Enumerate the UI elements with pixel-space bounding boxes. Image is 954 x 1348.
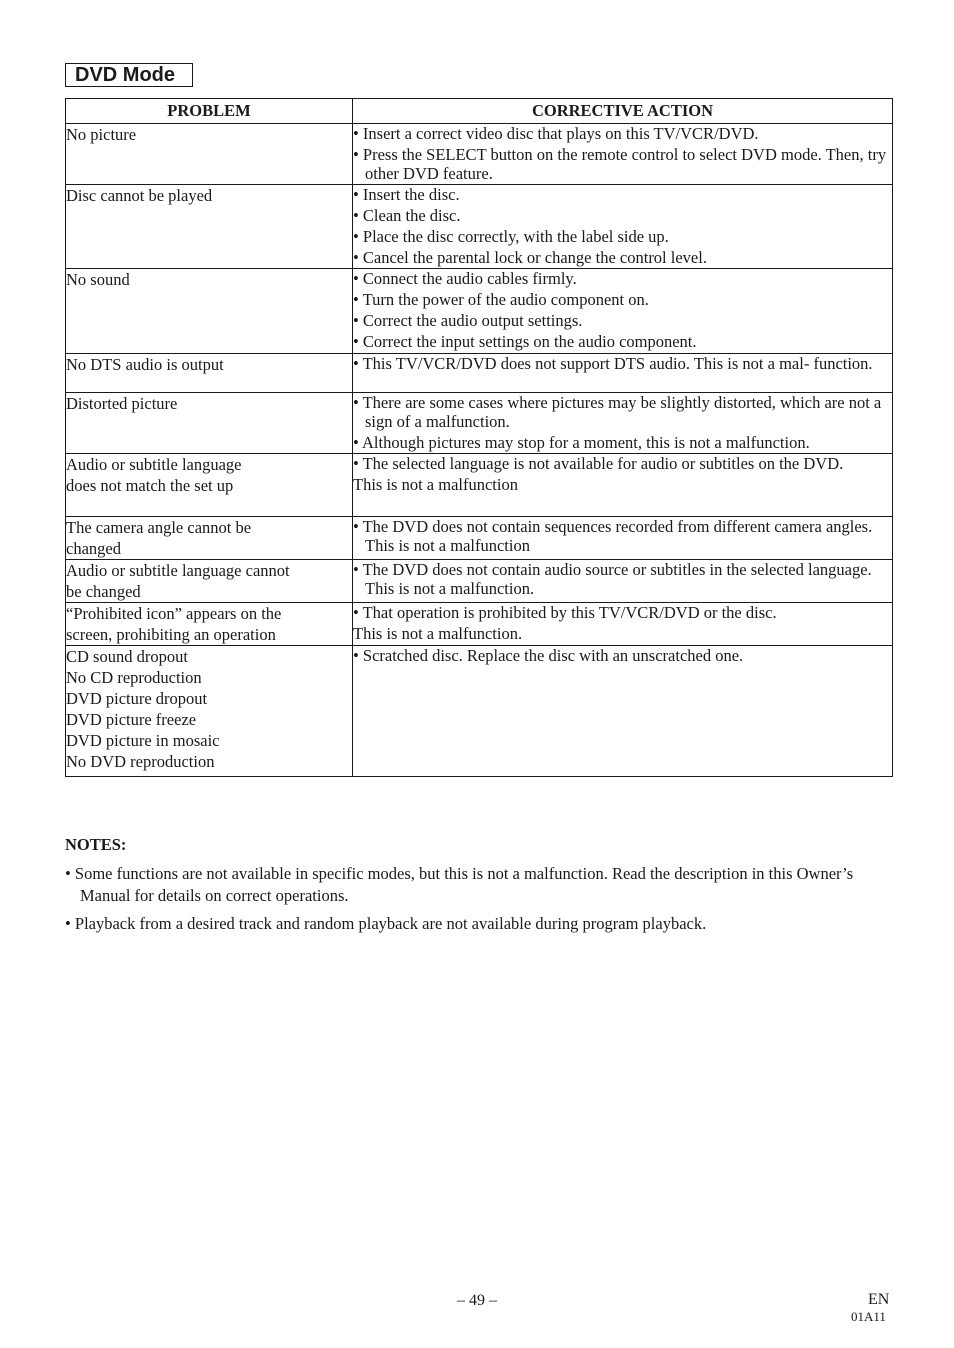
problem-cell — [66, 185, 353, 269]
action-cell — [353, 517, 893, 560]
notes-heading: NOTES: — [65, 835, 127, 854]
problem-text: The camera angle cannot be — [66, 518, 252, 537]
problem-cell — [66, 354, 353, 393]
note-item: • Some functions are not available in specific modes, but this is not a malfunction. Read the description in this Owner’s Manual for details on correct operations. — [65, 864, 854, 905]
table-row — [66, 646, 893, 777]
table-row — [66, 185, 893, 269]
table-row — [66, 354, 893, 393]
problem-cell — [66, 454, 353, 517]
action-cell — [353, 560, 893, 603]
action-text: • The DVD does not contain audio source or subtitles in the selected language. This is not a malfunction. — [353, 560, 872, 598]
problem-cell — [66, 560, 353, 603]
action-text: • Correct the input settings on the audio component. — [353, 332, 697, 351]
action-text: • Scratched disc. Replace the disc with an unscratched one. — [353, 646, 744, 665]
action-cell — [353, 603, 893, 646]
problem-text: No picture — [66, 125, 137, 144]
table-row — [66, 454, 893, 517]
document-code: 01A11 — [851, 1309, 886, 1324]
action-text: • Press the SELECT button on the remote control to select DVD mode. Then, try other DVD feature. — [353, 145, 887, 183]
table-row — [66, 603, 893, 646]
action-text: • The selected language is not available for audio or subtitles on the DVD. — [353, 454, 844, 473]
action-text: • That operation is prohibited by this TV/VCR/DVD or the disc. — [353, 603, 777, 622]
problem-cell — [66, 393, 353, 454]
problem-cell — [66, 269, 353, 354]
problem-text: DVD picture dropout — [66, 689, 208, 708]
section-title: DVD Mode — [65, 63, 193, 87]
action-text: • Although pictures may stop for a moment, this is not a malfunction. — [353, 433, 810, 452]
problem-text: Audio or subtitle language cannot — [66, 561, 290, 580]
problem-text: “Prohibited icon” appears on the — [66, 604, 282, 623]
problem-text: No DVD reproduction — [66, 752, 215, 771]
action-text: • Place the disc correctly, with the label side up. — [353, 227, 669, 246]
action-cell — [353, 646, 893, 777]
page-number: – 49 – — [457, 1292, 497, 1309]
action-text: This is not a malfunction. — [353, 624, 523, 643]
action-text: • This TV/VCR/DVD does not support DTS audio. This is not a mal- function. — [353, 354, 873, 373]
action-cell — [353, 393, 893, 454]
problem-cell — [66, 603, 353, 646]
problem-text: No sound — [66, 270, 130, 289]
header-corrective-action: CORRECTIVE ACTION — [353, 99, 893, 124]
table-row — [66, 560, 893, 603]
action-cell — [353, 185, 893, 269]
header-problem: PROBLEM — [66, 99, 353, 124]
action-cell — [353, 354, 893, 393]
note-item: • Playback from a desired track and random playback are not available during program playback. — [65, 914, 707, 933]
action-cell — [353, 124, 893, 185]
action-text: • Insert a correct video disc that plays on this TV/VCR/DVD. — [353, 124, 759, 143]
table-row — [66, 269, 893, 354]
problem-text: DVD picture freeze — [66, 710, 197, 729]
table-header-row — [66, 99, 893, 124]
problem-text: changed — [66, 539, 121, 558]
action-text: • Turn the power of the audio component on. — [353, 290, 649, 309]
action-text: • Insert the disc. — [353, 185, 460, 204]
action-text: • Cancel the parental lock or change the control level. — [353, 248, 707, 267]
language-code: EN — [868, 1291, 890, 1308]
action-text: • Connect the audio cables firmly. — [353, 269, 577, 288]
problem-text: Audio or subtitle language — [66, 455, 242, 474]
action-text: • Correct the audio output settings. — [353, 311, 583, 330]
problem-text: Disc cannot be played — [66, 186, 213, 205]
action-text: This is not a malfunction — [353, 475, 518, 494]
troubleshooting-table — [65, 98, 893, 777]
table-row — [66, 124, 893, 185]
problem-text: No DTS audio is output — [66, 355, 224, 374]
problem-text: CD sound dropout — [66, 647, 188, 666]
problem-text: be changed — [66, 582, 141, 601]
action-text: • There are some cases where pictures may be slightly distorted, which are not a sign of a malfunction. — [353, 393, 882, 431]
problem-text: DVD picture in mosaic — [66, 731, 220, 750]
table-row — [66, 393, 893, 454]
problem-text: screen, prohibiting an operation — [66, 625, 276, 644]
problem-text: does not match the set up — [66, 476, 234, 495]
action-cell — [353, 269, 893, 354]
problem-cell — [66, 646, 353, 777]
action-text: • The DVD does not contain sequences recorded from different camera angles. This is not a malfunction — [353, 517, 873, 555]
problem-text: Distorted picture — [66, 394, 178, 413]
problem-cell — [66, 124, 353, 185]
problem-text: No CD reproduction — [66, 668, 202, 687]
action-cell — [353, 454, 893, 517]
problem-cell — [66, 517, 353, 560]
action-text: • Clean the disc. — [353, 206, 461, 225]
table-row — [66, 517, 893, 560]
